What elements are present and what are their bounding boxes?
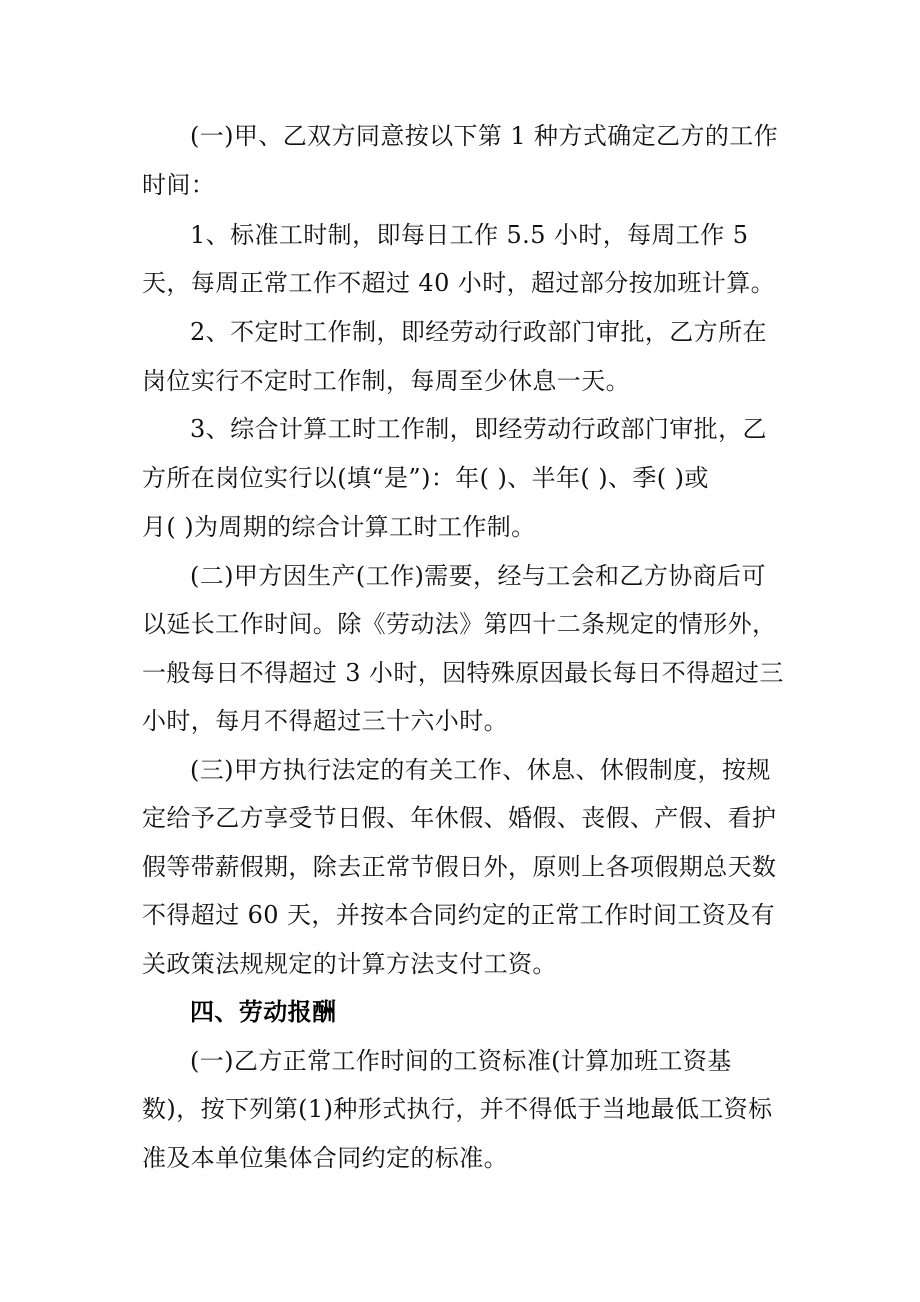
- paragraph-2-line-4: 小时，每月不得超过三十六小时。: [142, 707, 508, 735]
- paragraph-3-line-5: 关政策法规规定的计算方法支付工资。: [142, 950, 557, 978]
- paragraph-2-line-1: (二)甲方因生产(工作)需要，经与工会和乙方协商后可: [190, 562, 766, 590]
- item-3-line-2: 方所在岗位实行以(填“是”)：年( )、半年( )、季( )或: [142, 464, 709, 492]
- paragraph-2-line-2: 以延长工作时间。除《劳动法》第四十二条规定的情形外，: [142, 610, 777, 638]
- item-2-line-2: 岗位实行不定时工作制，每周至少休息一天。: [142, 367, 630, 395]
- item-1-line-1: 1、标准工时制，即每日工作 5.5 小时，每周工作 5: [190, 221, 749, 249]
- item-1-line-2: 天，每周正常工作不超过 40 小时，超过部分按加班计算。: [142, 269, 775, 297]
- paragraph-3-line-1: (三)甲方执行法定的有关工作、休息、休假制度，按规: [190, 756, 771, 784]
- paragraph-3-line-4: 不得超过 60 天，并按本合同约定的正常工作时间工资及有: [142, 901, 775, 929]
- paragraph-1-line-1: (一)甲、乙双方同意按以下第 1 种方式确定乙方的工作: [190, 122, 779, 150]
- item-3-line-1: 3、综合计算工时工作制，即经劳动行政部门审批，乙: [190, 415, 767, 443]
- paragraph-4-line-3: 准及本单位集体合同约定的标准。: [142, 1144, 508, 1172]
- paragraph-4-line-1: (一)乙方正常工作时间的工资标准(计算加班工资基: [190, 1047, 732, 1075]
- paragraph-1-line-2: 时间：: [142, 171, 216, 199]
- paragraph-3-line-2: 定给予乙方享受节日假、年休假、婚假、丧假、产假、看护: [142, 804, 777, 832]
- paragraph-2-line-3: 一般每日不得超过 3 小时，因特殊原因最长每日不得超过三: [142, 659, 784, 687]
- item-3-line-3: 月( )为周期的综合计算工时工作制。: [142, 513, 536, 541]
- section-heading: 四、劳动报酬: [190, 998, 337, 1026]
- paragraph-3-line-3: 假等带薪假期，除去正常节假日外，原则上各项假期总天数: [142, 853, 777, 881]
- item-2-line-1: 2、不定时工作制，即经劳动行政部门审批，乙方所在: [190, 318, 767, 346]
- paragraph-4-line-2: 数)，按下列第(1)种形式执行，并不得低于当地最低工资标: [142, 1095, 773, 1123]
